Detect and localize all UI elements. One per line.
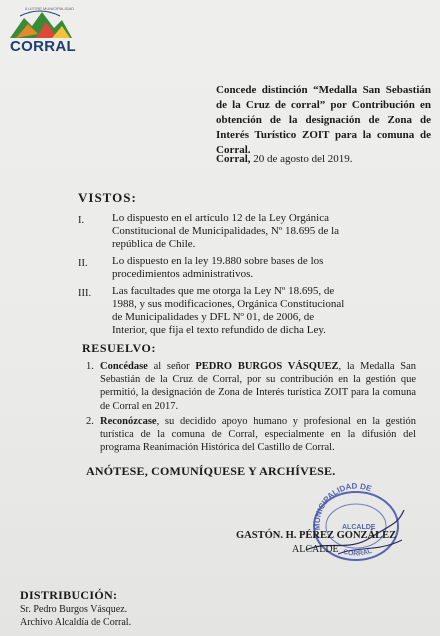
text-segment: al señor <box>147 361 196 372</box>
item-number: II. <box>78 258 88 269</box>
item-text: Las facultades que me otorga la Ley Nº 18.695, de 1988, y sus modificaciones, Orgánica Constitucional de Municipalidades y DFL Nº 01, de 2006, de Interior, que fija el texto refundido de dicha Ley. <box>112 285 345 336</box>
logo-name: CORRAL <box>10 38 76 55</box>
honoree-name: PEDRO BURGOS VÁSQUEZ <box>195 361 339 372</box>
closing-formula: ANÓTESE, COMUNÍQUESE Y ARCHÍVESE. <box>86 464 336 478</box>
item-text <box>100 415 416 455</box>
date-text: 20 de agosto del 2019. <box>250 153 353 165</box>
list-item <box>78 212 348 251</box>
text-segment: , la Medalla San Sebastián de la Cruz de Corral, por su contribución en la gestión que permitió, la designación de Zona de Interés turística ZOIT para la comuna de Corral en 2017. <box>100 361 416 412</box>
bold-term: Concédase <box>100 361 148 372</box>
list-item <box>86 415 416 455</box>
item-number: III. <box>78 288 92 299</box>
svg-text:CORRAL <box>342 548 373 558</box>
list-item: Archivo Alcaldía de Corral. <box>20 617 132 628</box>
text-segment: , su decidido apoyo humano y profesional en la gestión turística de la comuna de Corral, especialmente en la difusión del programa Reanimación Histórica del Castillo de Corral. <box>100 415 416 454</box>
distribution-list <box>20 603 131 629</box>
item-text: Lo dispuesto en la ley 19.880 sobre bases de los procedimientos administrativos. <box>112 255 324 280</box>
item-text: Lo dispuesto en el artículo 12 de la Ley Orgánica Constitucional de Municipalidades, Nº 18.695 de la república de Chile. <box>112 212 340 250</box>
resuelvo-heading: RESUELVO: <box>82 341 157 355</box>
distribution-heading: DISTRIBUCIÓN: <box>20 588 118 602</box>
item-number: I. <box>78 215 85 226</box>
list-item <box>78 285 348 337</box>
list-item <box>78 255 348 281</box>
vistos-heading: VISTOS: <box>78 190 137 205</box>
signatory-name: GASTÓN. H. PÉREZ GONZÁLEZ <box>236 530 397 541</box>
date-place: Corral, <box>216 153 251 165</box>
resuelvo-list <box>86 360 416 456</box>
vistos-list <box>78 212 348 341</box>
list-item: Sr. Pedro Burgos Vásquez. <box>20 604 128 615</box>
stamp-top-text: MUNICIPALIDAD DE <box>312 481 373 531</box>
signatory-role: ALCALDE <box>292 544 339 555</box>
item-text <box>100 360 416 413</box>
list-item <box>86 360 416 413</box>
document-date <box>216 153 353 165</box>
corral-logo <box>6 4 76 58</box>
document-subject: Concede distinción “Medalla San Sebastián de la Cruz de corral” por Contribución en obtención de la designación de Zona de Interés Turístico ZOIT para la comuna de Corral. <box>216 84 431 156</box>
logo-small-text: ILUSTRE MUNICIPALIDAD <box>25 6 75 11</box>
item-number: 1. <box>86 361 94 372</box>
stamp-bottom-text: CORRAL <box>342 547 373 558</box>
stamp-middle-text: ALCALDE <box>342 524 376 531</box>
item-number: 2. <box>86 415 94 427</box>
bold-term: Reconózcase <box>100 415 157 427</box>
